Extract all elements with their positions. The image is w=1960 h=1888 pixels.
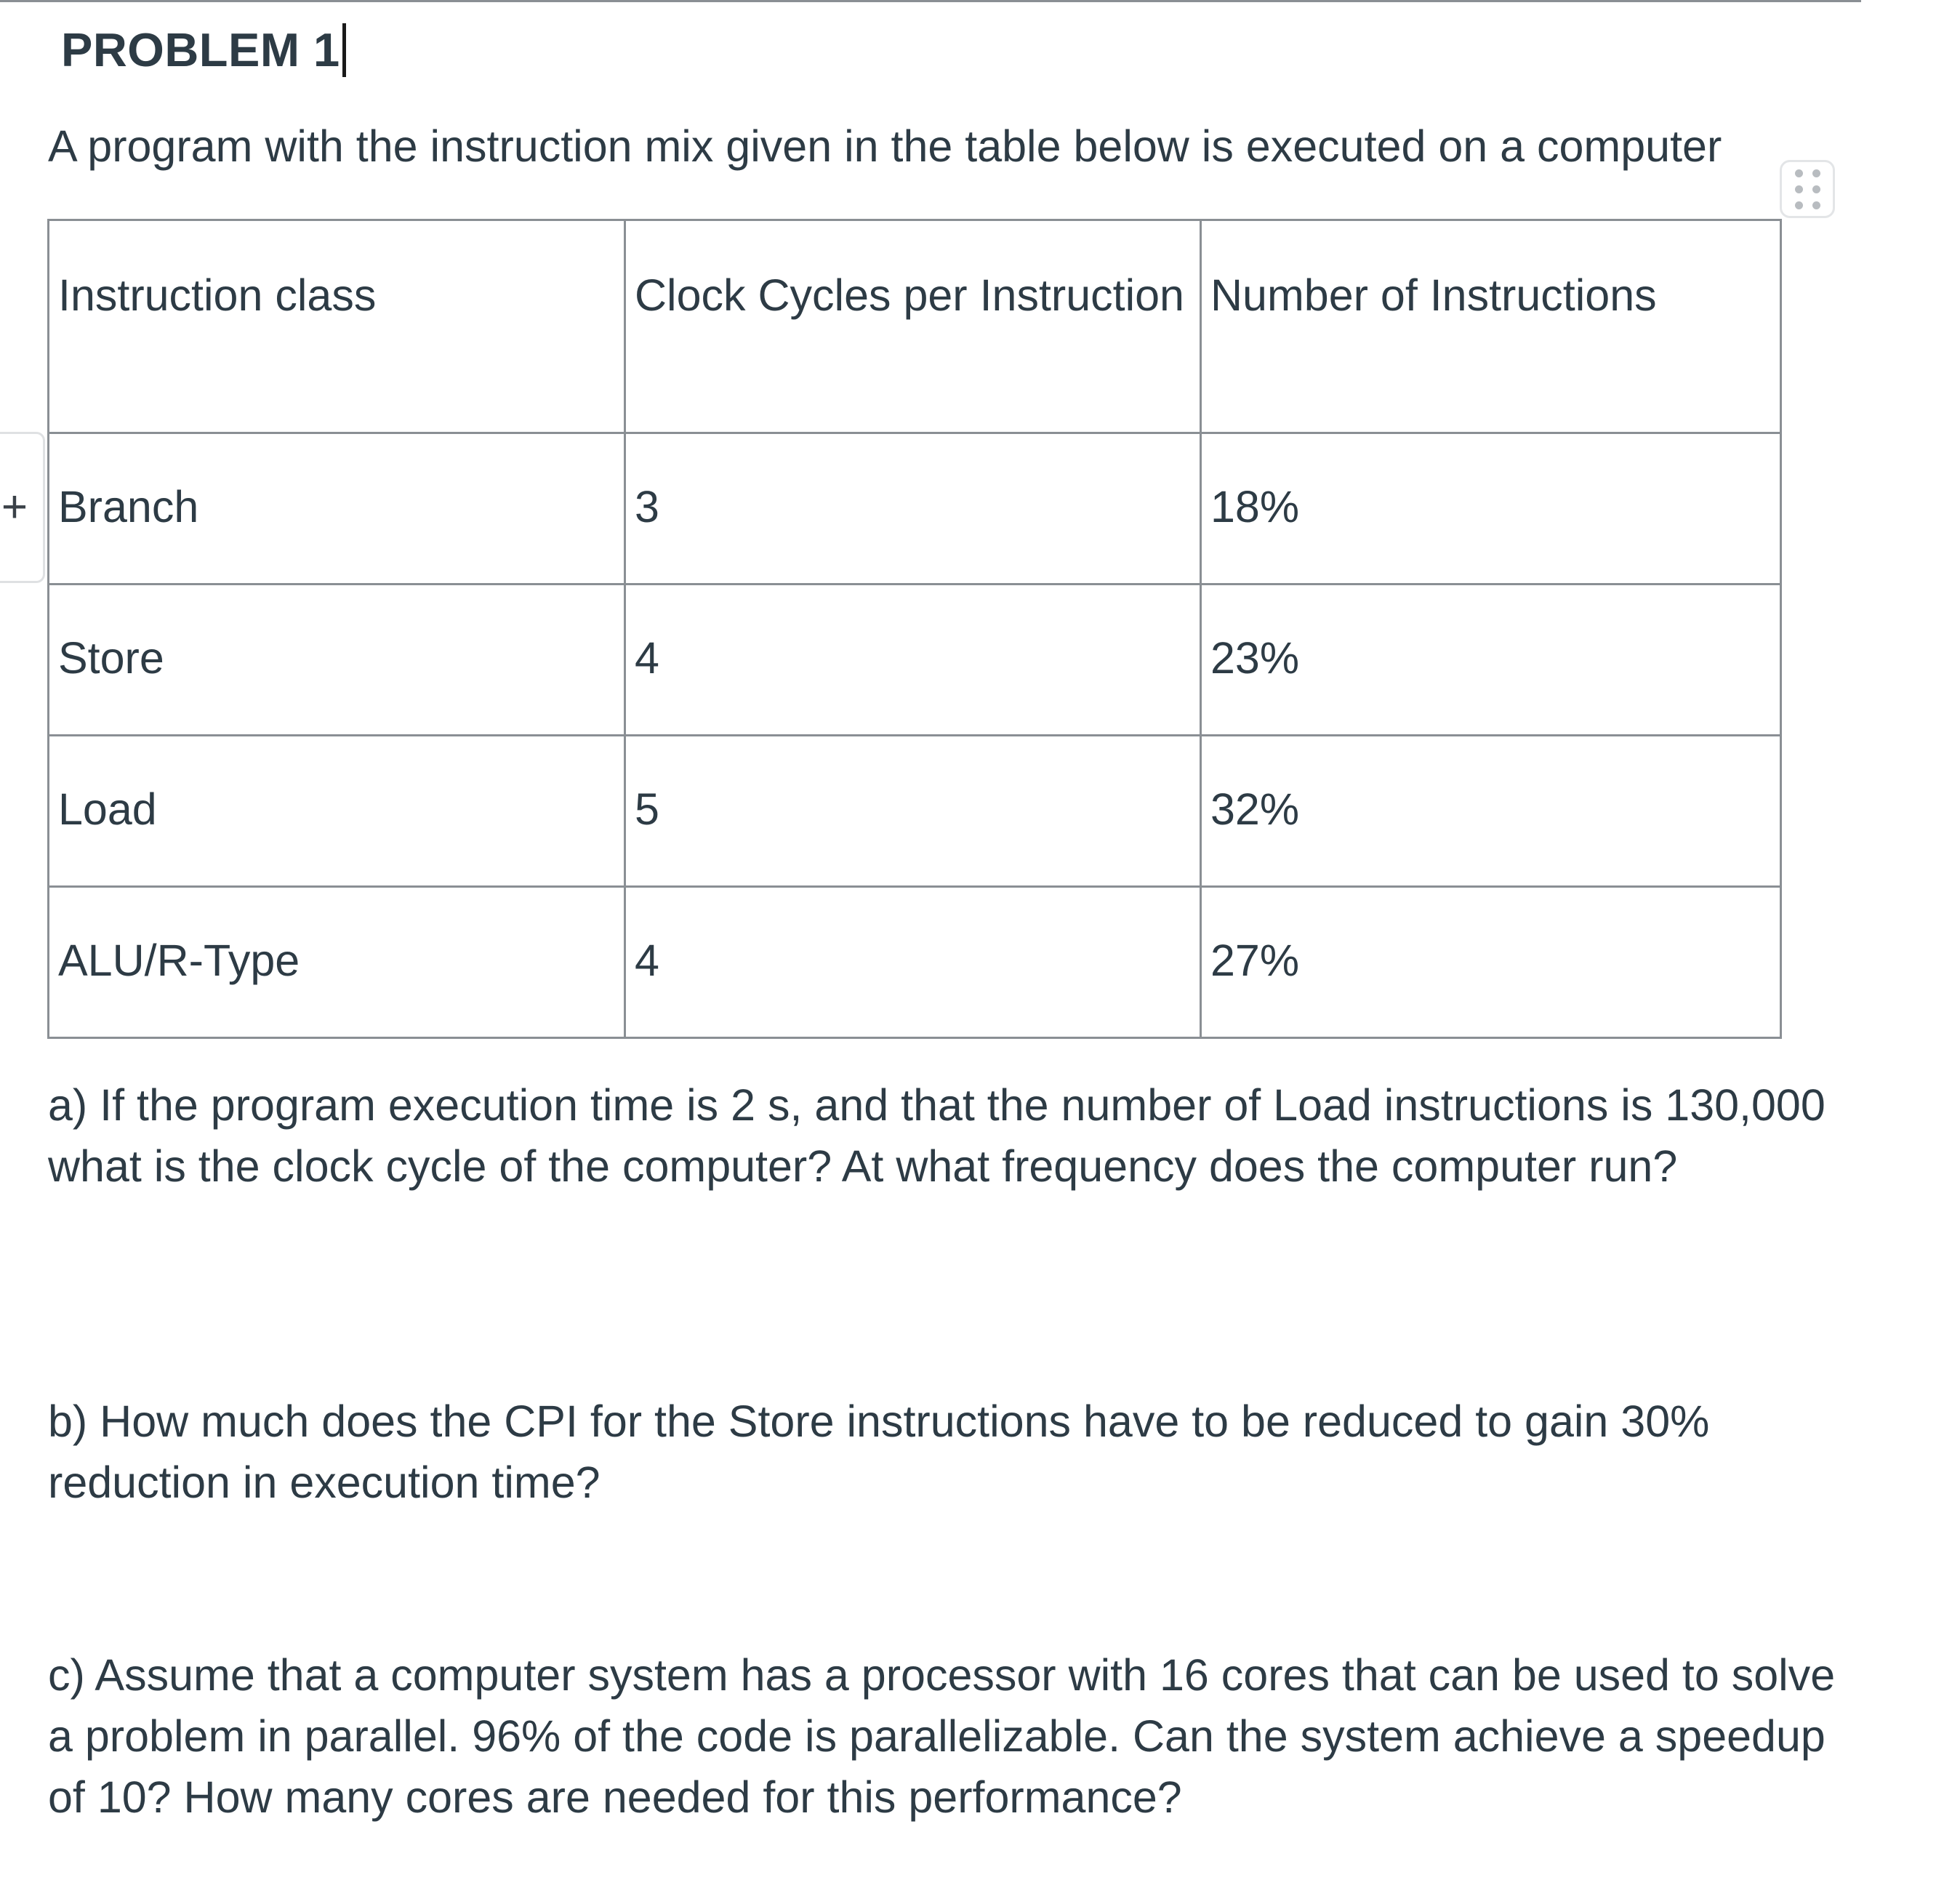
table-header-row [49,220,1781,433]
table-row [49,887,1781,1038]
cell-count[interactable]: 32% [1201,736,1781,887]
header-clock-cycles[interactable]: Clock Cycles per Instruction [625,220,1201,433]
table-row [49,433,1781,585]
table-row [49,736,1781,887]
instruction-mix-table[interactable] [47,219,1782,1039]
cell-cpi[interactable]: 3 [625,433,1201,585]
question-b[interactable]: b) How much does the CPI for the Store instructions have to be reduced to gain 30% reduction in execution time? [48,1397,1710,1507]
cell-class[interactable]: Branch [49,433,625,585]
text-caret [342,23,346,77]
cell-cpi[interactable]: 4 [625,585,1201,736]
drag-handle-icon[interactable] [1780,160,1835,218]
cell-count[interactable]: 18% [1201,433,1781,585]
question-c[interactable]: c) Assume that a computer system has a processor with 16 cores that can be used to solve a problem in parallel. 96% of the code is parallelizable. Can the system achieve a speedup of 10? How many cores are needed for this performance? [48,1650,1836,1822]
table-row [49,585,1781,736]
cell-cpi[interactable]: 5 [625,736,1201,887]
header-instruction-class[interactable]: Instruction class [49,220,625,433]
top-divider [0,0,1861,2]
cell-count[interactable]: 23% [1201,585,1781,736]
plus-icon[interactable]: + [1,482,28,532]
question-a[interactable]: a) If the program execution time is 2 s, and that the number of Load instructions is 130,000 what is the clock cycle of the computer? At what frequency does the computer run? [48,1080,1826,1191]
problem-title[interactable] [61,22,346,79]
cell-class[interactable]: ALU/R-Type [49,887,625,1038]
cell-class[interactable]: Load [49,736,625,887]
header-number-of-instructions[interactable]: Number of Instructions [1201,220,1781,433]
problem-intro[interactable]: A program with the instruction mix given in the table below is executed on a computer [48,121,1722,171]
cell-class[interactable]: Store [49,585,625,736]
cell-cpi[interactable]: 4 [625,887,1201,1038]
problem-title-text[interactable]: PROBLEM 1 [61,23,340,76]
cell-count[interactable]: 27% [1201,887,1781,1038]
